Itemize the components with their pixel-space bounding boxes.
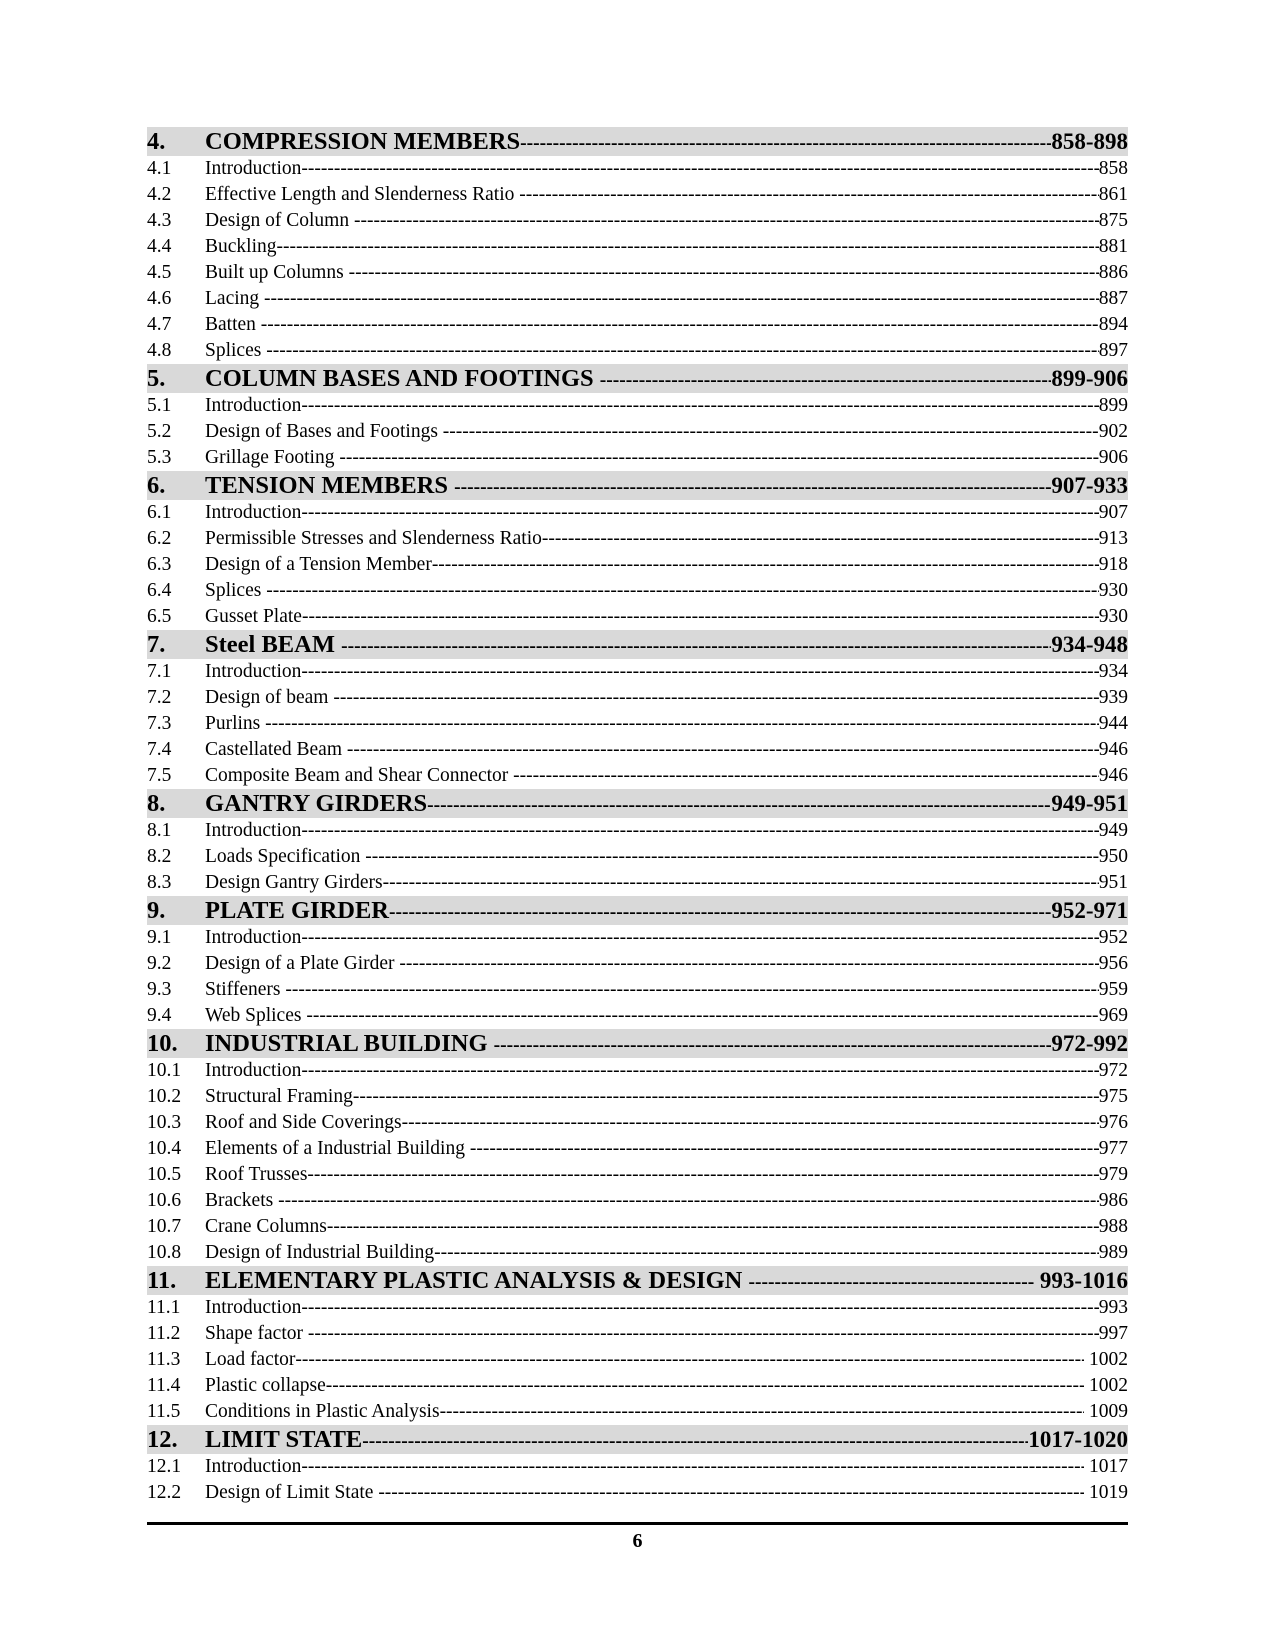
dot-leader: [341, 632, 1051, 659]
toc-entry-title: Design of Column: [205, 210, 354, 231]
toc-entry-page: 861: [1098, 184, 1128, 205]
dot-leader: [434, 1240, 1099, 1266]
toc-entry[interactable]: [147, 737, 1128, 763]
toc-entry-number: 4.5: [147, 262, 172, 283]
toc-entry-page: 1002: [1084, 1375, 1128, 1396]
toc-entry-number: 9.3: [147, 979, 172, 1000]
toc-entry-number: 10.8: [147, 1242, 182, 1263]
dot-leader: [307, 1162, 1098, 1188]
toc-entry-title: INDUSTRIAL BUILDING: [205, 1030, 494, 1057]
toc-entry-page: 989: [1098, 1242, 1128, 1263]
toc-entry-page: 902: [1098, 421, 1128, 442]
toc-chapter-heading[interactable]: [147, 630, 1128, 659]
dot-leader: [519, 182, 1098, 208]
dot-leader: [378, 1480, 1084, 1506]
toc-entry-page: 949: [1098, 820, 1128, 841]
toc-entry-page: 969: [1098, 1005, 1128, 1026]
toc-entry-number: 12.2: [147, 1482, 182, 1503]
toc-entry-title: Introduction: [205, 820, 302, 841]
toc-entry[interactable]: [147, 1162, 1128, 1188]
toc-entry-page: 979: [1098, 1164, 1128, 1185]
toc-entry[interactable]: [147, 578, 1128, 604]
footer-divider: [147, 1522, 1128, 1525]
dot-leader: [308, 1321, 1099, 1347]
toc-entry[interactable]: [147, 338, 1128, 364]
dot-leader: [440, 1399, 1085, 1425]
toc-entry-number: 8.: [147, 790, 166, 817]
toc-entry-page: 1017-1020: [1028, 1427, 1128, 1452]
dot-leader: [339, 445, 1098, 471]
toc-chapter-heading[interactable]: [147, 1425, 1128, 1454]
toc-entry-number: 4.: [147, 128, 166, 155]
toc-entry-number: 9.: [147, 897, 166, 924]
dot-leader: [494, 1031, 1052, 1058]
toc-entry-title: Introduction: [205, 1456, 302, 1477]
toc-entry-title: PLATE GIRDER: [205, 897, 390, 924]
dot-leader: [389, 898, 1051, 925]
toc-entry-title: Castellated Beam: [205, 739, 347, 760]
toc-entry[interactable]: [147, 977, 1128, 1003]
dot-leader: [306, 1003, 1098, 1029]
toc-entry-page: 858-898: [1051, 129, 1128, 154]
toc-entry-title: LIMIT STATE: [205, 1426, 363, 1453]
toc-entry-page: 934-948: [1051, 632, 1128, 657]
dot-leader: [278, 1188, 1099, 1214]
toc-entry[interactable]: [147, 1084, 1128, 1110]
toc-chapter-heading[interactable]: [147, 1029, 1128, 1058]
toc-entry-title: Brackets: [205, 1190, 279, 1211]
dot-leader: [301, 393, 1098, 419]
toc-entry-number: 10.1: [147, 1060, 182, 1081]
toc-entry-page: 934: [1098, 661, 1128, 682]
toc-entry-page: 952-971: [1051, 898, 1128, 923]
toc-entry-number: 6.1: [147, 502, 172, 523]
toc-entry-number: 9.2: [147, 953, 172, 974]
toc-entry-title: TENSION MEMBERS: [205, 472, 455, 499]
toc-entry[interactable]: [147, 1321, 1128, 1347]
dot-leader: [326, 1373, 1084, 1399]
toc-entry-number: 7.5: [147, 765, 172, 786]
dot-leader: [362, 1427, 1028, 1454]
toc-entry[interactable]: [147, 1347, 1128, 1373]
dot-leader: [301, 659, 1098, 685]
toc-entry-page: 977: [1098, 1138, 1128, 1159]
toc-entry-number: 5.3: [147, 447, 172, 468]
table-of-contents: [147, 127, 1128, 1506]
toc-entry-number: 11.1: [147, 1297, 181, 1318]
toc-entry-title: Design of a Plate Girder: [205, 953, 400, 974]
dot-leader: [301, 1058, 1098, 1084]
toc-entry-number: 10.: [147, 1030, 178, 1057]
toc-entry[interactable]: [147, 951, 1128, 977]
toc-entry-number: 10.6: [147, 1190, 182, 1211]
toc-entry-title: Design of Limit State: [205, 1482, 379, 1503]
toc-entry-title: Elements of a Industrial Building: [205, 1138, 470, 1159]
toc-entry[interactable]: [147, 208, 1128, 234]
toc-entry[interactable]: [147, 419, 1128, 445]
toc-entry[interactable]: [147, 1295, 1128, 1321]
toc-entry-page: 946: [1098, 739, 1128, 760]
toc-entry-page: 930: [1098, 606, 1128, 627]
dot-leader: [402, 1110, 1099, 1136]
toc-entry[interactable]: [147, 393, 1128, 419]
dot-leader: [349, 260, 1099, 286]
toc-entry-page: 899: [1098, 395, 1128, 416]
toc-entry-number: 11.5: [147, 1401, 181, 1422]
toc-entry-page: 951: [1098, 872, 1128, 893]
toc-entry[interactable]: [147, 1240, 1128, 1266]
toc-entry-page: 972: [1098, 1060, 1128, 1081]
toc-entry-title: Effective Length and Slenderness Ratio: [205, 184, 520, 205]
toc-entry-number: 4.7: [147, 314, 172, 335]
toc-chapter-heading[interactable]: [147, 789, 1128, 818]
dot-leader: [295, 1347, 1084, 1373]
toc-entry-number: 4.1: [147, 158, 172, 179]
dot-leader: [354, 208, 1099, 234]
dot-leader: [427, 791, 1051, 818]
toc-entry-title: Introduction: [205, 158, 302, 179]
toc-entry-number: 7.1: [147, 661, 172, 682]
dot-leader: [301, 925, 1098, 951]
toc-entry-page: 972-992: [1051, 1031, 1128, 1056]
toc-entry-title: Shape factor: [205, 1323, 308, 1344]
toc-entry-number: 11.2: [147, 1323, 181, 1344]
toc-entry[interactable]: [147, 234, 1128, 260]
toc-entry-number: 6.3: [147, 554, 172, 575]
toc-entry[interactable]: [147, 526, 1128, 552]
dot-leader: [264, 286, 1099, 312]
toc-entry-title: Plastic collapse: [205, 1375, 326, 1396]
toc-entry-number: 6.2: [147, 528, 172, 549]
toc-entry-page: 939: [1098, 687, 1128, 708]
toc-entry-title: Stiffeners: [205, 979, 286, 1000]
toc-entry-page: 875: [1098, 210, 1128, 231]
toc-entry[interactable]: [147, 659, 1128, 685]
toc-entry-number: 4.2: [147, 184, 172, 205]
dot-leader: [347, 737, 1099, 763]
toc-entry-number: 7.: [147, 631, 166, 658]
dot-leader: [301, 156, 1098, 182]
toc-entry-number: 5.1: [147, 395, 172, 416]
toc-entry[interactable]: [147, 1110, 1128, 1136]
toc-entry-number: 9.4: [147, 1005, 172, 1026]
toc-entry-number: 10.4: [147, 1138, 182, 1159]
toc-chapter-heading[interactable]: [147, 471, 1128, 500]
dot-leader: [301, 1295, 1098, 1321]
toc-entry-number: 4.8: [147, 340, 172, 361]
toc-entry-number: 12.1: [147, 1456, 182, 1477]
toc-entry-title: Batten: [205, 314, 261, 335]
toc-entry-page: 899-906: [1051, 366, 1128, 391]
dot-leader: [432, 552, 1099, 578]
toc-entry[interactable]: [147, 685, 1128, 711]
toc-entry-page: 1017: [1084, 1456, 1128, 1477]
dot-leader: [542, 526, 1099, 552]
toc-entry-page: 946: [1098, 765, 1128, 786]
dot-leader: [520, 129, 1051, 156]
dot-leader: [266, 578, 1099, 604]
toc-entry[interactable]: [147, 1480, 1128, 1506]
toc-entry-number: 5.: [147, 365, 166, 392]
toc-entry-page: 918: [1098, 554, 1128, 575]
toc-entry-title: ELEMENTARY PLASTIC ANALYSIS & DESIGN: [205, 1267, 749, 1294]
toc-entry-number: 10.5: [147, 1164, 182, 1185]
toc-entry-page: 956: [1098, 953, 1128, 974]
toc-entry-page: 959: [1098, 979, 1128, 1000]
toc-entry-page: 894: [1098, 314, 1128, 335]
toc-entry-number: 4.6: [147, 288, 172, 309]
toc-entry-number: 10.3: [147, 1112, 182, 1133]
toc-entry-page: 976: [1098, 1112, 1128, 1133]
toc-entry-page: 906: [1098, 447, 1128, 468]
toc-chapter-heading[interactable]: [147, 1266, 1128, 1295]
toc-entry-title: COLUMN BASES AND FOOTINGS: [205, 365, 600, 392]
toc-entry-title: Purlins: [205, 713, 266, 734]
toc-entry-title: Splices: [205, 580, 267, 601]
toc-chapter-heading[interactable]: [147, 896, 1128, 925]
toc-entry-page: 907: [1098, 502, 1128, 523]
toc-entry-number: 8.3: [147, 872, 172, 893]
toc-entry-title: Built up Columns: [205, 262, 349, 283]
toc-entry-title: GANTRY GIRDERS: [205, 790, 428, 817]
dot-leader: [454, 473, 1051, 500]
toc-entry-title: Crane Columns: [205, 1216, 327, 1237]
toc-entry-page: 950: [1098, 846, 1128, 867]
toc-chapter-heading[interactable]: [147, 364, 1128, 393]
toc-entry[interactable]: [147, 1373, 1128, 1399]
toc-entry-number: 4.3: [147, 210, 172, 231]
dot-leader: [265, 711, 1099, 737]
toc-entry[interactable]: [147, 312, 1128, 338]
toc-entry-title: Gusset Plate: [205, 606, 302, 627]
toc-entry-number: 4.4: [147, 236, 172, 257]
toc-entry[interactable]: [147, 925, 1128, 951]
toc-entry-number: 7.3: [147, 713, 172, 734]
toc-entry[interactable]: [147, 1003, 1128, 1029]
toc-entry-title: COMPRESSION MEMBERS: [205, 128, 521, 155]
toc-entry-number: 11.4: [147, 1375, 181, 1396]
dot-leader: [301, 818, 1098, 844]
dot-leader: [513, 763, 1099, 789]
toc-entry[interactable]: [147, 552, 1128, 578]
dot-leader: [277, 234, 1099, 260]
dot-leader: [261, 312, 1099, 338]
toc-entry-number: 6.: [147, 472, 166, 499]
toc-entry-title: Conditions in Plastic Analysis: [205, 1401, 440, 1422]
dot-leader: [333, 685, 1098, 711]
toc-entry-number: 10.7: [147, 1216, 182, 1237]
toc-entry-page: 997: [1098, 1323, 1128, 1344]
toc-entry[interactable]: [147, 1454, 1128, 1480]
dot-leader: [399, 951, 1098, 977]
toc-entry-page: 993: [1098, 1297, 1128, 1318]
toc-entry[interactable]: [147, 156, 1128, 182]
toc-entry-title: Load factor: [205, 1349, 296, 1370]
toc-entry-title: Roof Trusses: [205, 1164, 308, 1185]
toc-entry-page: 1009: [1084, 1401, 1128, 1422]
toc-entry-title: Lacing: [205, 288, 265, 309]
toc-entry[interactable]: [147, 1058, 1128, 1084]
toc-entry-title: Introduction: [205, 395, 302, 416]
dot-leader: [302, 604, 1099, 630]
toc-entry-title: Design Gantry Girders: [205, 872, 383, 893]
toc-entry-number: 10.2: [147, 1086, 182, 1107]
toc-entry-page: 930: [1098, 580, 1128, 601]
toc-entry[interactable]: [147, 604, 1128, 630]
toc-entry-title: Introduction: [205, 927, 302, 948]
toc-entry-title: Web Splices: [205, 1005, 307, 1026]
toc-entry-title: Roof and Side Coverings: [205, 1112, 402, 1133]
toc-entry-title: Design of Industrial Building: [205, 1242, 435, 1263]
dot-leader: [365, 844, 1098, 870]
toc-entry[interactable]: [147, 500, 1128, 526]
toc-entry-page: 907-933: [1051, 473, 1128, 498]
page-number: 6: [632, 1530, 643, 1552]
toc-entry-number: 8.1: [147, 820, 172, 841]
toc-entry-number: 8.2: [147, 846, 172, 867]
toc-entry-number: 12.: [147, 1426, 178, 1453]
toc-entry-page: 881: [1098, 236, 1128, 257]
toc-entry-page: 949-951: [1051, 791, 1128, 816]
toc-entry[interactable]: [147, 1399, 1128, 1425]
toc-entry[interactable]: [147, 844, 1128, 870]
toc-entry-page: 913: [1098, 528, 1128, 549]
toc-entry-title: Steel BEAM: [205, 631, 342, 658]
toc-entry[interactable]: [147, 1214, 1128, 1240]
dot-leader: [383, 870, 1099, 896]
toc-entry-number: 7.4: [147, 739, 172, 760]
toc-entry-page: 952: [1098, 927, 1128, 948]
toc-entry-title: Loads Specification: [205, 846, 366, 867]
toc-entry-title: Introduction: [205, 502, 302, 523]
toc-entry[interactable]: [147, 763, 1128, 789]
toc-entry-page: 897: [1098, 340, 1128, 361]
toc-entry-page: 988: [1098, 1216, 1128, 1237]
toc-entry-number: 11.3: [147, 1349, 181, 1370]
toc-entry-title: Design of beam: [205, 687, 334, 708]
toc-entry[interactable]: [147, 711, 1128, 737]
toc-entry-number: 9.1: [147, 927, 172, 948]
toc-entry-page: 1002: [1084, 1349, 1128, 1370]
toc-entry-title: Composite Beam and Shear Connector: [205, 765, 514, 786]
toc-entry[interactable]: [147, 182, 1128, 208]
dot-leader: [266, 338, 1099, 364]
toc-entry-number: 6.4: [147, 580, 172, 601]
toc-entry-page: 975: [1098, 1086, 1128, 1107]
dot-leader: [353, 1084, 1099, 1110]
dot-leader: [327, 1214, 1099, 1240]
toc-entry-number: 7.2: [147, 687, 172, 708]
toc-entry-title: Grillage Footing: [205, 447, 340, 468]
toc-entry[interactable]: [147, 260, 1128, 286]
toc-entry-title: Design of Bases and Footings: [205, 421, 443, 442]
toc-entry-page: 858: [1098, 158, 1128, 179]
toc-entry-title: Structural Framing: [205, 1086, 353, 1107]
toc-entry-title: Buckling: [205, 236, 277, 257]
toc-entry-page: 886: [1098, 262, 1128, 283]
dot-leader: [301, 500, 1098, 526]
dot-leader: [301, 1454, 1084, 1480]
toc-entry-title: Splices: [205, 340, 267, 361]
toc-entry[interactable]: [147, 870, 1128, 896]
toc-entry-title: Design of a Tension Member: [205, 554, 432, 575]
toc-entry-page: 993-1016: [1034, 1268, 1128, 1293]
toc-entry[interactable]: [147, 445, 1128, 471]
dot-leader: [470, 1136, 1099, 1162]
toc-entry-title: Introduction: [205, 661, 302, 682]
toc-entry-number: 5.2: [147, 421, 172, 442]
dot-leader: [285, 977, 1098, 1003]
toc-entry-page: 986: [1098, 1190, 1128, 1211]
toc-entry[interactable]: [147, 1136, 1128, 1162]
toc-entry-title: Introduction: [205, 1297, 302, 1318]
dot-leader: [443, 419, 1099, 445]
toc-entry-page: 1019: [1084, 1482, 1128, 1503]
toc-entry-page: 887: [1098, 288, 1128, 309]
toc-entry[interactable]: [147, 286, 1128, 312]
dot-leader: [600, 366, 1052, 393]
toc-entry[interactable]: [147, 818, 1128, 844]
dot-leader: [749, 1268, 1035, 1295]
toc-entry-number: 11.: [147, 1267, 177, 1294]
toc-entry[interactable]: [147, 1188, 1128, 1214]
toc-entry-title: Permissible Stresses and Slenderness Ratio: [205, 528, 542, 549]
toc-entry-page: 944: [1098, 713, 1128, 734]
toc-entry-number: 6.5: [147, 606, 172, 627]
toc-entry-title: Introduction: [205, 1060, 302, 1081]
toc-chapter-heading[interactable]: [147, 127, 1128, 156]
